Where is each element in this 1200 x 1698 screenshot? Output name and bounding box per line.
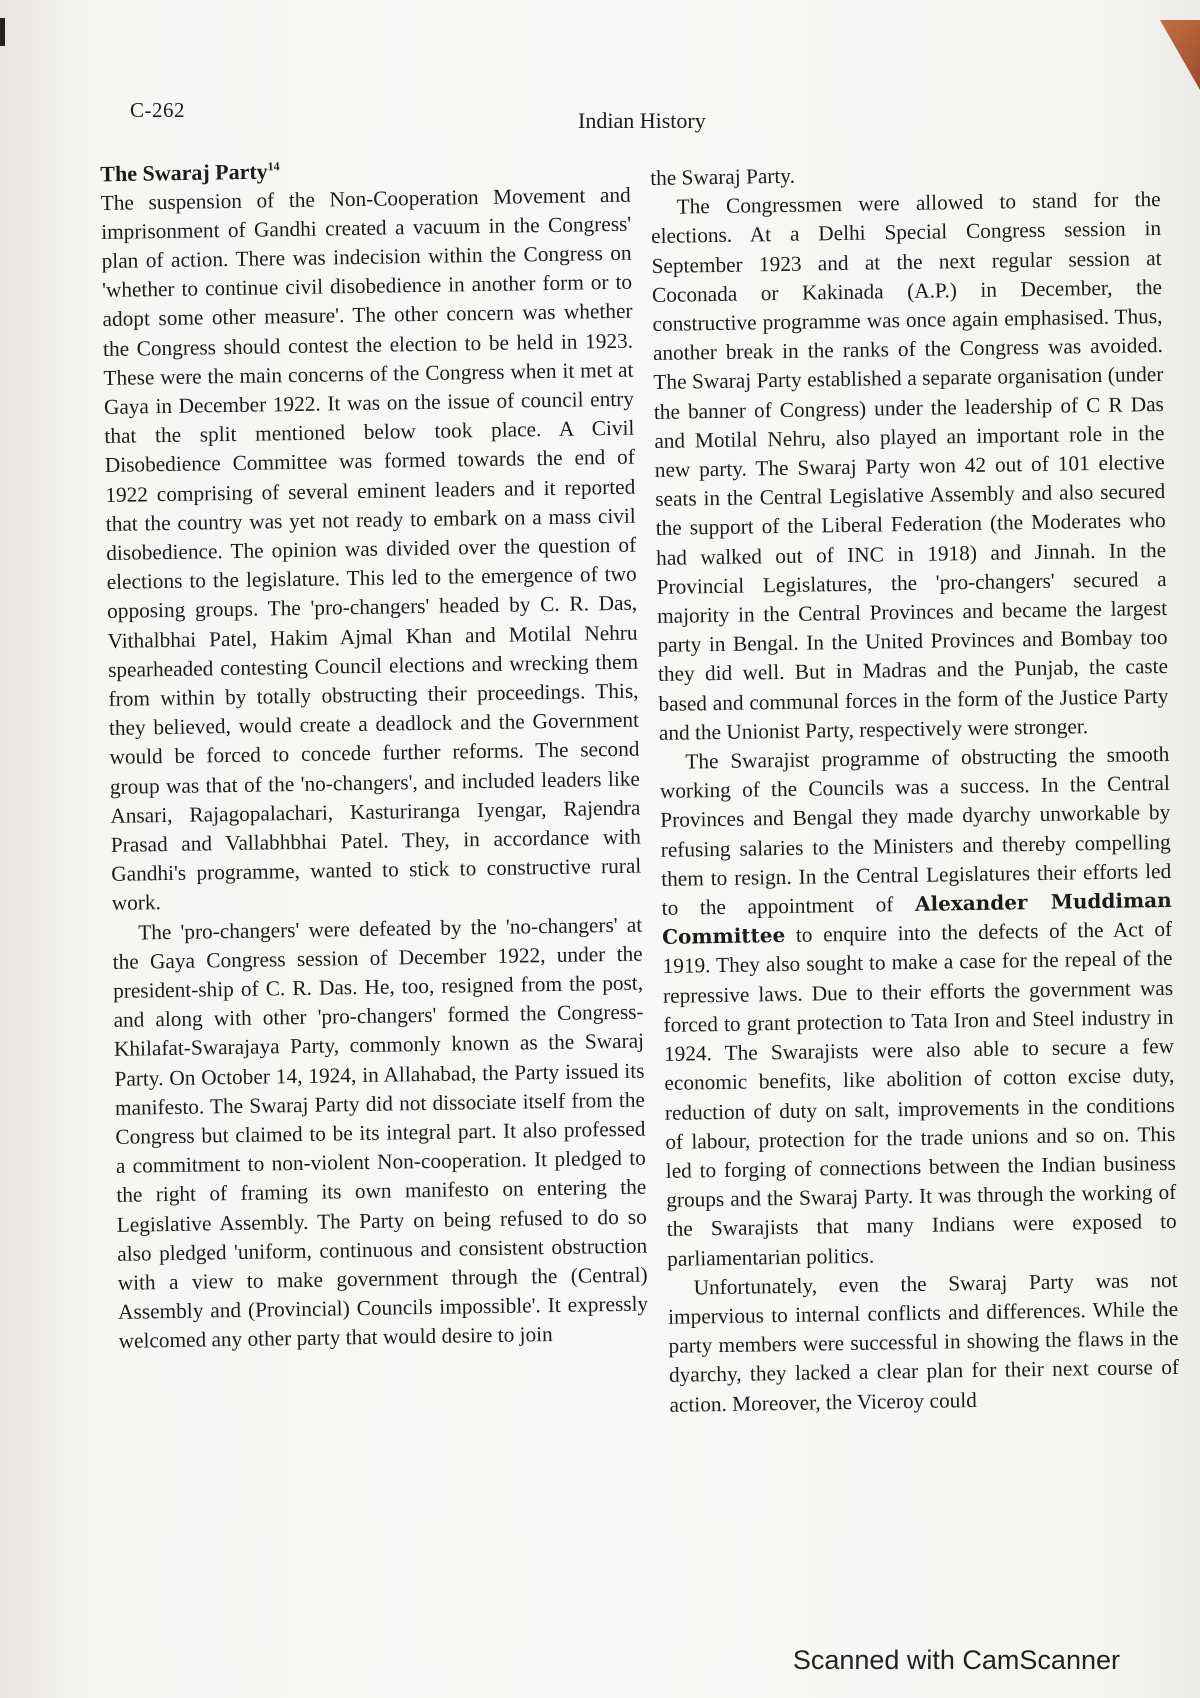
page-corner-fold [1160,20,1200,90]
scan-edge-mark [0,18,5,46]
committee-term: Alexander Muddiman Committee [661,887,1172,950]
right-paragraph-1: The Congressmen were allowed to stand for the elections. At a Delhi Special Congress session in September 1923 and at the next regular session at Coconada or Kakinada (A.P.) in December, the constructive programme was once again emphasised. Thus, another break in the ranks of the Congress was avoided. The Swaraj Party established a separate organisation (under the banner of Congress) under the leadership of C R Das and Motilal Nehru, also played an important role in the new party. The Swaraj Party won 42 out of 101 elective seats in the Central Legislative Assembly and also secured the support of the Liberal Federation (the Moderates who had walked out of INC in 1918) and Jinnah. In the Provincial Legislatures, the 'pro-changers' secured a majority in the Central Provinces and became the largest party in Bengal. In the United Provinces and Bombay too they did well. But in Madras and the Punjab, the caste based and communal forces in the form of the Justice Party and the Unionist Party, respectively were stronger. [650,187,1169,745]
right-paragraph-2a: The Swarajist programme of obstructing the smooth working of the Councils was a success. In the Central Provinces and Bengal they made dyarchy unworkable by refusing salaries to the Ministers and thereby compelling them to resign. In the Central Legislatures their efforts led to the appointment of [659,741,1172,920]
footnote-ref: 14 [267,159,280,174]
left-paragraph-2: The 'pro-changers' were defeated by the 'no-changers' at the Gaya Congress session of December 1922, under the president-ship of C. R. Das. He, too, resigned from the post, and along with other 'pro-changers' formed the Congress-Khilafat-Swarajaya Party, commonly known as the Swaraj Party. On October 14, 1924, in Allahabad, the Party issued its manifesto. The Swaraj Party did not dissociate itself from the Congress but claimed to be its integral part. It also professed a commitment to non-violent Non-cooperation. It pledged to the right of framing its own manifesto on entering the Legislative Assembly. The Party on being refused to do so also pledged 'uniform, continuous and consistent obstruction with a view to make government through the (Central) Assembly and (Provincial) Councils impossible'. It expressly welcomed any other party that would desire to join [112,912,649,1354]
scanner-watermark: Scanned with CamScanner [792,1645,1120,1675]
section-heading-text: The Swaraj Party [100,158,268,187]
page-number: C-262 [130,98,185,122]
right-paragraph-3: Unfortunately, even the Swaraj Party was not impervious to internal conflicts and differences. While the party members were successful in showing the flaws in the dyarchy, they lacked a clear plan for their next course of action. Moreover, the Viceroy could [667,1267,1180,1417]
right-column [650,156,1180,1420]
right-paragraph-2 [659,740,1177,1274]
left-paragraph-1: The suspension of the Non-Cooperation Movement and imprisonment of Gandhi created a vacuum in the Congress' plan of action. There was indecision within the Congress on 'whether to continue civil disobedience in another form or to adopt some other measure'. The other concern was whether the Congress should contest the election to be held in 1923. These were the main concerns of the Congress when it met at Gaya in December 1922. It was on the issue of council entry that the split mentioned below took place. A Civil Disobedience Committee was formed towards the end of 1922 comprising of several eminent leaders and it reported that the country was yet not ready to embark on a mass civil disobedience. The opinion was divided over the question of elections to the legislature. This led to the emergence of two opposing groups. The 'pro-changers' headed by C. R. Das, Vithalbhai Patel, Hakim Ajmal Khan and Motilal Nehru spearheaded contesting Council elections and wrecking them from within by totally obstructing their proceedings. This, they believed, would create a deadlock and the Government would be forced to concede further reforms. The second group was that of the 'no-changers', and included leaders like Ansari, Rajagopalachari, Kasturiranga Iyengar, Rajendra Prasad and Vallabhbhai Patel. They, in accordance with Gandhi's programme, wanted to stick to constructive rural work. [100,182,642,916]
right-paragraph-0: the Swaraj Party. [650,163,796,190]
left-column [100,147,649,1357]
running-title: Indian History [578,108,706,133]
right-paragraph-2b: to enquire into the defects of the Act of 1919. They also sought to make a case for the repeal of the repressive laws. Due to their efforts the government was forced to grant protection to Tata Iron and Steel industry in 1924. The Swarajists were also able to secure a few economic benefits, like abolition of cotton excise duty, reduction of duty on salt, improvements in the conditions of labour, protection for the trade unions and so on. This led to forging of connections between the Indian business groups and the Swaraj Party. It was through the working of the Swarajists that many Indians were exposed to parliamentarian politics. [662,917,1177,1271]
